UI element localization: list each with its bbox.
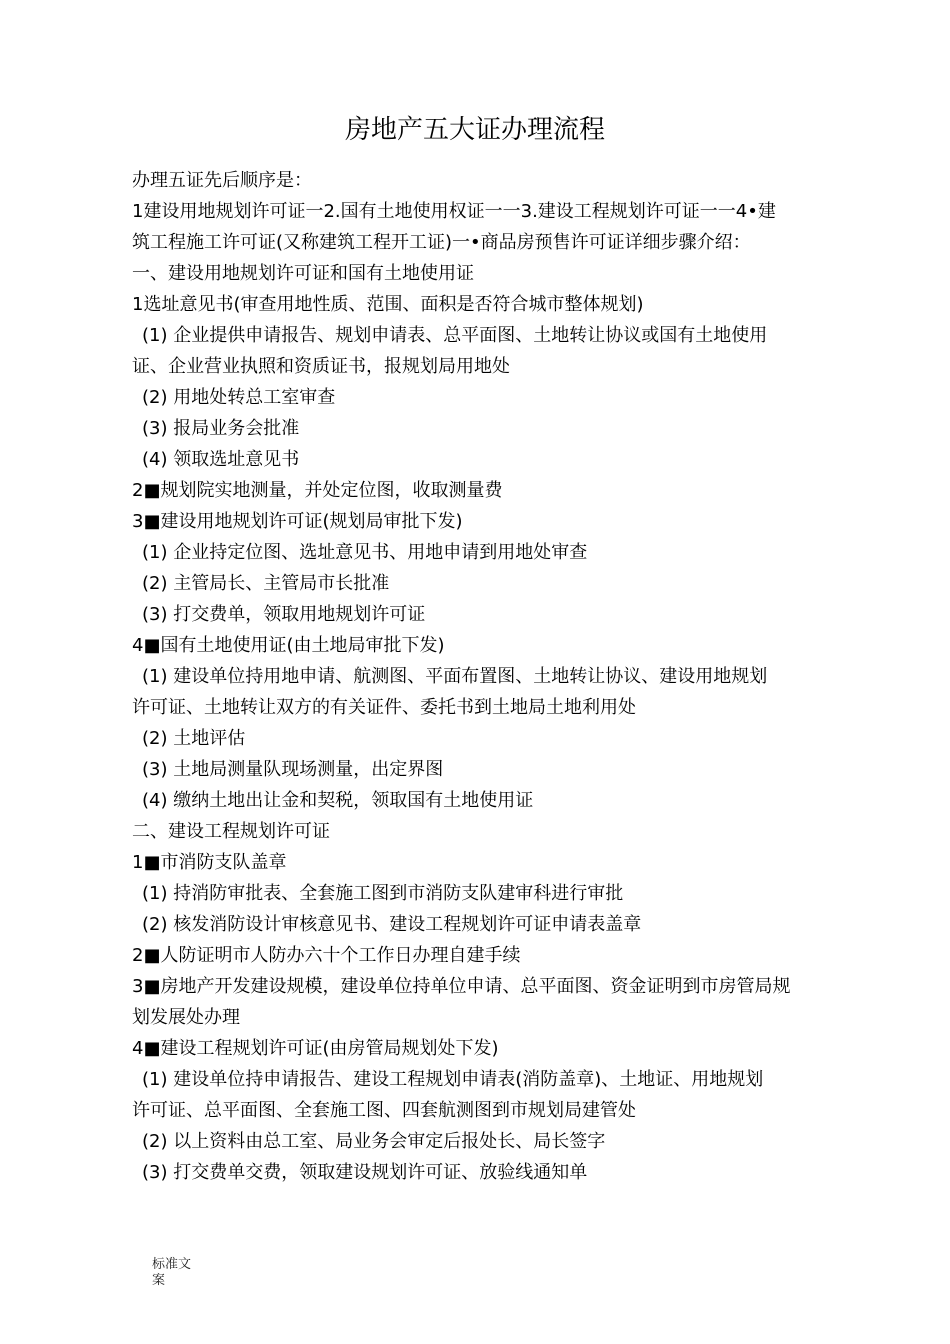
- document-line: 1■市消防支队盖章: [132, 852, 287, 873]
- document-line: (2) 土地评估: [142, 728, 246, 749]
- document-line: 许可证、总平面图、全套施工图、四套航测图到市规划局建管处: [132, 1100, 636, 1121]
- document-line: 二、建设工程规划许可证: [132, 821, 330, 842]
- document-line: (1) 企业持定位图、选址意见书、用地申请到用地处审查: [142, 542, 588, 563]
- document-line: (3) 土地局测量队现场测量，出定界图: [142, 759, 444, 780]
- document-line: (3) 报局业务会批准: [142, 418, 300, 439]
- document-line: (2) 用地处转总工室审查: [142, 387, 336, 408]
- document-line: (4) 缴纳土地出让金和契税，领取国有土地使用证: [142, 790, 534, 811]
- document-line: 办理五证先后顺序是：: [132, 170, 312, 191]
- footer-label: 标准文案: [152, 1257, 192, 1288]
- document-line: 4■国有土地使用证(由土地局审批下发): [132, 635, 445, 656]
- document-line: 许可证、土地转让双方的有关证件、委托书到土地局土地利用处: [132, 697, 636, 718]
- document-line: 筑工程施工许可证(又称建筑工程开工证)一•商品房预售许可证详细步骤介绍：: [132, 232, 751, 253]
- document-line: 1建设用地规划许可证一2.国有土地使用权证一一3.建设工程规划许可证一一4•建: [132, 201, 776, 222]
- document-line: (3) 打交费单，领取用地规划许可证: [142, 604, 426, 625]
- document-line: (2) 以上资料由总工室、局业务会审定后报处长、局长签字: [142, 1131, 606, 1152]
- document-line: (1) 企业提供申请报告、规划申请表、总平面图、土地转让协议或国有土地使用: [142, 325, 768, 346]
- document-line: 划发展处办理: [132, 1007, 240, 1028]
- document-line: 2■人防证明市人防办六十个工作日办理自建手续: [132, 945, 521, 966]
- document-line: 证、企业营业执照和资质证书，报规划局用地处: [132, 356, 510, 377]
- document-line: (4) 领取选址意见书: [142, 449, 300, 470]
- document-line: (2) 核发消防设计审核意见书、建设工程规划许可证申请表盖章: [142, 914, 642, 935]
- document-line: (1) 建设单位持用地申请、航测图、平面布置图、土地转让协议、建设用地规划: [142, 666, 768, 687]
- document-body: [132, 165, 832, 1188]
- document-line: 1选址意见书(审查用地性质、范围、面积是否符合城市整体规划): [132, 294, 644, 315]
- document-line: 3■建设用地规划许可证(规划局审批下发): [132, 511, 463, 532]
- document-line: 2■规划院实地测量，并处定位图，收取测量费: [132, 480, 503, 501]
- document-line: (3) 打交费单交费，领取建设规划许可证、放验线通知单: [142, 1162, 588, 1183]
- document-line: (1) 持消防审批表、全套施工图到市消防支队建审科进行审批: [142, 883, 624, 904]
- document-line: 一、建设用地规划许可证和国有土地使用证: [132, 263, 474, 284]
- document-line: 3■房地产开发建设规模，建设单位持单位申请、总平面图、资金证明到市房管局规: [132, 976, 791, 997]
- page-title: 房地产五大证办理流程: [344, 115, 605, 145]
- document-line: (1) 建设单位持申请报告、建设工程规划申请表(消防盖章)、土地证、用地规划: [142, 1069, 764, 1090]
- document-line: (2) 主管局长、主管局市长批准: [142, 573, 390, 594]
- document-line: 4■建设工程规划许可证(由房管局规划处下发): [132, 1038, 499, 1059]
